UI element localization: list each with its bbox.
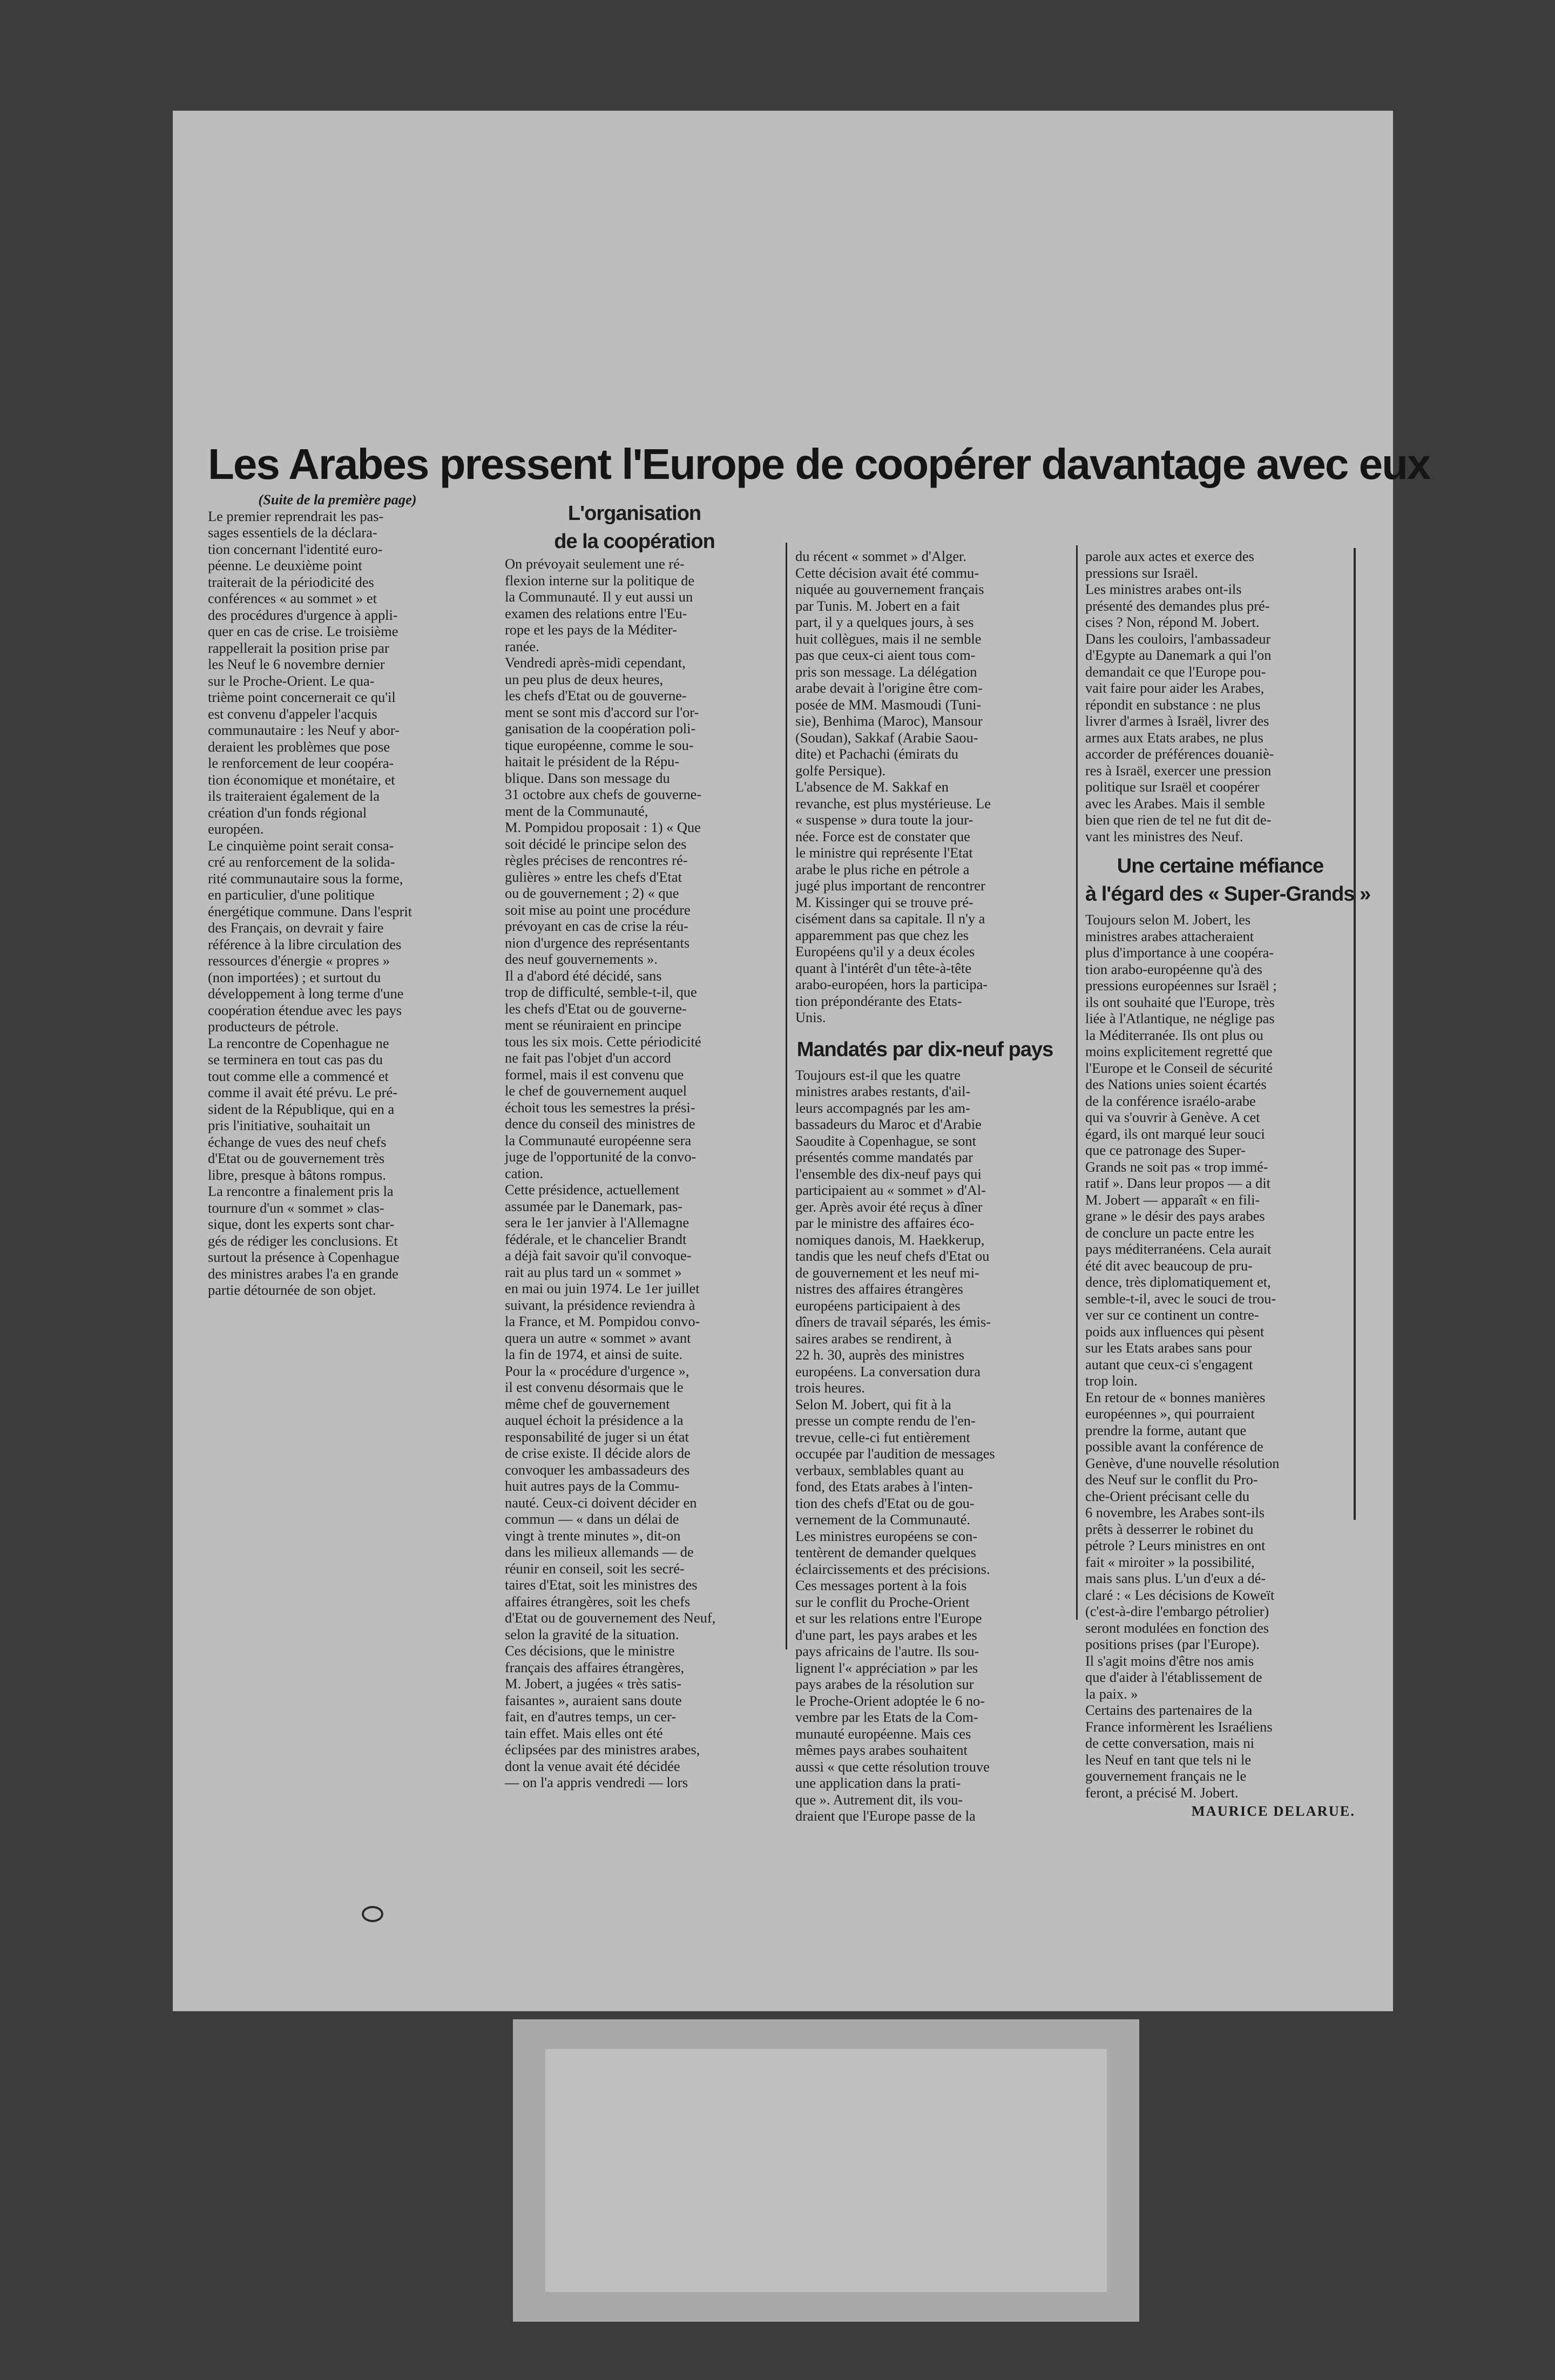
text-line: les chefs d'Etat ou de gouverne- — [505, 1000, 687, 1017]
text-line: trop loin. — [1085, 1372, 1138, 1389]
text-line: 6 novembre, les Arabes sont-ils — [1085, 1504, 1265, 1520]
text-line: (non importées) ; et surtout du — [208, 969, 381, 985]
text-line: le renforcement de leur coopéra- — [208, 755, 394, 771]
text-line: répondit en substance : ne plus — [1085, 696, 1261, 713]
text-line: traiterait de la périodicité des — [208, 573, 374, 590]
text-line: posée de MM. Masmoudi (Tuni- — [795, 696, 982, 713]
text-line: se terminera en tout cas pas du — [208, 1051, 383, 1067]
column-rule — [1076, 545, 1078, 1620]
text-line: bien que rien de tel ne fut dit de- — [1085, 812, 1272, 828]
text-line: sages essentiels de la déclara- — [208, 524, 377, 540]
article-column-4 — [1085, 548, 1371, 1820]
text-line: gés de rédiger les conclusions. Et — [208, 1232, 398, 1249]
text-line: prendre la forme, autant que — [1085, 1422, 1247, 1438]
text-line: d'Etat ou de gouvernement très — [208, 1150, 385, 1166]
column-4-body-bottom — [1085, 911, 1355, 1801]
text-line: nion d'urgence des représentants — [505, 934, 690, 951]
text-line: accorder de préférences douaniè- — [1085, 746, 1274, 762]
column-3-body-top — [795, 548, 1054, 1026]
text-line: examen des relations entre l'Eu- — [505, 605, 687, 621]
text-line: tion concernant l'identité euro- — [208, 540, 383, 557]
text-line: revanche, est plus mystérieuse. Le — [795, 795, 991, 812]
text-line: éclipsées par des ministres arabes, — [505, 1741, 700, 1757]
text-line: armes aux Etats arabes, ne plus — [1085, 729, 1263, 746]
text-line: que ». Autrement dit, ils vou- — [795, 1791, 963, 1808]
text-line: ver sur ce continent un contre- — [1085, 1307, 1259, 1323]
text-line: France informèrent les Israéliens — [1085, 1718, 1273, 1735]
text-line: avec les Arabes. Mais il semble — [1085, 795, 1265, 812]
text-line: producteurs de pétrole. — [208, 1018, 339, 1035]
text-line: de gouvernement et les neuf mi- — [795, 1264, 979, 1281]
text-line: prêts à desserrer le robinet du — [1085, 1520, 1254, 1537]
text-line: fond, des Etats arabes à l'inten- — [795, 1478, 973, 1495]
text-line: est convenu d'appeler l'acquis — [208, 705, 377, 722]
text-line: du récent « sommet » d'Alger. — [795, 548, 966, 564]
text-line: niquée au gouvernement français — [795, 581, 984, 597]
text-line: L'absence de M. Sakkaf en — [795, 779, 949, 795]
article-column-3 — [795, 548, 1054, 1824]
text-line: rappellerait la position prise par — [208, 639, 389, 656]
text-line: moins explicitement regretté que — [1085, 1043, 1273, 1059]
text-line: péenne. Le deuxième point — [208, 557, 362, 573]
text-line: feront, a précisé M. Jobert. — [1085, 1784, 1239, 1801]
text-line: gulières » entre les chefs d'Etat — [505, 868, 682, 885]
text-line: d'Egypte au Danemark a qui l'on — [1085, 647, 1272, 663]
text-line: la fin de 1974, et ainsi de suite. — [505, 1346, 683, 1362]
text-line: tion arabo-européenne qu'à des — [1085, 961, 1262, 977]
text-line: été dit avec beaucoup de pru- — [1085, 1257, 1253, 1274]
text-line: vingt à trente minutes », dit-on — [505, 1527, 681, 1544]
text-line: mêmes pays arabes souhaitent — [795, 1742, 968, 1758]
text-line: plus d'importance à une coopéra- — [1085, 944, 1274, 961]
text-line: quera un autre « sommet » avant — [505, 1329, 691, 1346]
column-1-body — [208, 508, 467, 1299]
text-line: seront modulées en fonction des — [1085, 1619, 1269, 1636]
text-line: qui va s'ouvrir à Genève. A cet — [1085, 1109, 1260, 1125]
text-line: mais sans plus. L'un d'eux a dé- — [1085, 1570, 1266, 1586]
text-line: Toujours est-il que les quatre — [795, 1066, 961, 1083]
text-line: apparemment pas que chez les — [795, 927, 969, 943]
text-line: nauté. Ceux-ci doivent décider en — [505, 1494, 697, 1511]
text-line: Vendredi après-midi cependant, — [505, 654, 686, 671]
text-line: tique européenne, comme le sou- — [505, 736, 694, 753]
newspaper-clipping — [208, 432, 1430, 1824]
text-line: l'ensemble des dix-neuf pays qui — [795, 1165, 982, 1182]
text-line: ils ont souhaité que l'Europe, très — [1085, 993, 1275, 1010]
text-line: taires d'Etat, soit les ministres des — [505, 1577, 698, 1593]
subheading-organisation: L'organisation — [567, 502, 701, 525]
article-column-2 — [505, 499, 764, 1791]
text-line: nomiques danois, M. Haekkerup, — [795, 1231, 985, 1248]
text-line: parole aux actes et exerce des — [1085, 548, 1254, 564]
text-line: sur le Proche-Orient. Le qua- — [208, 672, 375, 689]
text-line: un peu plus de deux heures, — [505, 671, 664, 687]
text-line: grane » le désir des pays arabes — [1085, 1208, 1265, 1224]
text-line: sur le conflit du Proche-Orient — [795, 1593, 970, 1610]
text-line: ils traiteraient également de la — [208, 788, 380, 804]
text-line: golfe Persique). — [795, 762, 886, 779]
text-line: par Tunis. M. Jobert en a fait — [795, 597, 960, 614]
text-line: référence à la libre circulation des — [208, 936, 402, 952]
text-line: La rencontre a finalement pris la — [208, 1183, 394, 1199]
subheading-cooperation: de la coopération — [554, 530, 715, 553]
article-column-1 — [208, 491, 467, 1299]
text-line: Selon M. Jobert, qui fit à la — [795, 1396, 951, 1412]
text-line: trois heures. — [795, 1380, 865, 1396]
text-line: ganisation de la coopération poli- — [505, 720, 696, 736]
text-line: Grands ne soit pas « trop immé- — [1085, 1158, 1268, 1175]
author-signature: MAURICE DELARUE. — [1191, 1803, 1355, 1819]
text-line: Les ministres européens se con- — [795, 1527, 978, 1544]
text-line: tous les six mois. Cette périodicité — [505, 1033, 701, 1050]
text-line: européennes », qui pourraient — [1085, 1405, 1255, 1422]
text-line: pays africains de l'autre. Ils sou- — [795, 1643, 979, 1659]
text-line: arabo-européen, hors la participa- — [795, 976, 988, 992]
text-line: il est convenu désormais que le — [505, 1379, 684, 1395]
text-line: Saoudite à Copenhague, se sont — [795, 1132, 976, 1149]
text-line: suivant, la présidence reviendra à — [505, 1296, 695, 1313]
reference-card — [513, 2019, 1139, 2322]
text-line: responsabilité de juger si un état — [505, 1428, 689, 1445]
text-line: le chef de gouvernement auquel — [505, 1083, 687, 1099]
text-line: de conclure un pacte entre les — [1085, 1224, 1254, 1241]
text-line: pays méditerranéens. Cela aurait — [1085, 1241, 1272, 1257]
text-line: En retour de « bonnes manières — [1085, 1389, 1266, 1405]
article-headline: Les Arabes pressent l'Europe de coopérer davantage avec eux — [208, 440, 1430, 488]
text-line: part, il y a quelques jours, à ses — [795, 614, 974, 630]
text-line: saires arabes se rendirent, à — [795, 1330, 952, 1347]
text-line: res à Israël, exercer une pression — [1085, 762, 1272, 779]
text-line: présenté des demandes plus pré- — [1085, 597, 1270, 614]
text-line: ministres arabes restants, d'ail- — [795, 1083, 971, 1099]
text-line: la paix. » — [1085, 1685, 1138, 1702]
text-line: Européens qu'il y a deux écoles — [795, 943, 975, 959]
text-line: che-Orient précisant celle du — [1085, 1488, 1250, 1504]
text-line: possible avant la conférence de — [1085, 1438, 1263, 1455]
text-line: dont la venue avait été décidée — [505, 1757, 680, 1774]
text-line: pris l'initiative, souhaitait un — [208, 1117, 370, 1133]
text-line: ratif ». Dans leur propos — a dit — [1085, 1175, 1271, 1191]
text-line: née. Force est de constater que — [795, 828, 970, 844]
text-line: prévoyant en cas de crise la réu- — [505, 918, 688, 934]
text-line: occupée par l'audition de messages — [795, 1445, 995, 1462]
text-line: ment de la Communauté, — [505, 802, 648, 819]
text-line: 31 octobre aux chefs de gouverne- — [505, 786, 702, 802]
text-line: fédérale, et le chancelier Brandt — [505, 1230, 687, 1247]
subheading-mefiance: Une certaine méfiance — [1117, 855, 1324, 877]
text-line: que ce patronage des Super- — [1085, 1142, 1246, 1158]
text-line: cré au renforcement de la solida- — [208, 854, 395, 870]
text-line: vembre par les Etats de la Com- — [795, 1709, 978, 1725]
text-line: en mai ou juin 1974. Le 1er juillet — [505, 1280, 700, 1296]
text-line: fait, en d'autres temps, un cer- — [505, 1708, 677, 1725]
text-line: dîners de travail séparés, les émis- — [795, 1314, 991, 1330]
text-line: Pour la « procédure d'urgence », — [505, 1362, 689, 1379]
text-line: 22 h. 30, auprès des ministres — [795, 1347, 964, 1363]
text-line: la Communauté européenne sera — [505, 1132, 692, 1148]
text-line: présentés comme mandatés par — [795, 1149, 973, 1165]
text-line: création d'un fonds régional — [208, 804, 367, 821]
text-line: la France, et M. Pompidou convo- — [505, 1313, 700, 1329]
text-line: égard, ils ont marqué leur souci — [1085, 1125, 1265, 1142]
text-line: échoit tous les semestres la prési- — [505, 1099, 695, 1115]
text-line: partie détournée de son objet. — [208, 1282, 376, 1298]
text-line: munauté européenne. Mais ces — [795, 1725, 971, 1742]
text-line: livrer d'armes à Israël, livrer des — [1085, 713, 1269, 729]
text-line: M. Jobert, a jugées « très satis- — [505, 1675, 681, 1692]
text-line: tain effet. Mais elles ont été — [505, 1725, 663, 1741]
source-line: (Suite de la première page) — [258, 491, 417, 508]
text-line: arabe le plus riche en pétrole a — [795, 861, 970, 877]
column-rule — [786, 543, 787, 1649]
text-line: rité communautaire sous la forme, — [208, 870, 403, 887]
text-line: communautaire : les Neuf y abor- — [208, 722, 400, 738]
text-line: et sur les relations entre l'Europe — [795, 1610, 982, 1626]
text-line: européens. La conversation dura — [795, 1363, 981, 1380]
text-line: sident de la République, qui en a — [208, 1100, 395, 1117]
text-line: cisément dans sa capitale. Il n'y a — [795, 910, 985, 927]
text-line: surtout la présence à Copenhague — [208, 1249, 400, 1265]
text-line: commun — « dans un délai de — [505, 1511, 679, 1527]
text-line: tion économique et monétaire, et — [208, 771, 395, 788]
text-line: « suspense » dura toute la jour- — [795, 812, 973, 828]
text-line: participaient au « sommet » d'Al- — [795, 1182, 986, 1198]
column-3-body-bottom — [795, 1067, 1054, 1824]
text-line: Il a d'abord été décidé, sans — [505, 967, 662, 984]
text-line: assumée par le Danemark, pas- — [505, 1198, 683, 1214]
text-line: trième point concernerait ce qu'il — [208, 689, 396, 705]
text-line: draient que l'Europe passe de la — [795, 1808, 976, 1824]
text-line: d'Etat ou de gouvernement des Neuf, — [505, 1610, 716, 1626]
subheading-super-grands: à l'égard des « Super-Grands » — [1085, 883, 1371, 905]
text-line: vait faire pour aider les Arabes, — [1085, 680, 1265, 696]
text-line: trevue, celle-ci fut entièrement — [795, 1429, 970, 1445]
text-line: pris son message. La délégation — [795, 663, 977, 680]
text-line: une application dans la prati- — [795, 1775, 961, 1791]
text-line: d'une part, les pays arabes et les — [795, 1626, 977, 1643]
text-line: de la conférence israélo-arabe — [1085, 1092, 1256, 1109]
text-line: des Nations unies soient écartés — [1085, 1076, 1267, 1092]
text-line: de cette conversation, mais ni — [1085, 1735, 1254, 1751]
text-line: pétrole ? Leurs ministres en ont — [1085, 1537, 1266, 1553]
text-line: les chefs d'Etat ou de gouverne- — [505, 687, 687, 704]
text-line: liée à l'Atlantique, ne néglige pas — [1085, 1010, 1275, 1026]
text-line: pressions européennes sur Israël ; — [1085, 977, 1277, 993]
text-line: convoquer les ambassadeurs des — [505, 1461, 690, 1478]
text-line: français des affaires étrangères, — [505, 1659, 685, 1675]
text-line: dence, très diplomatiquement et, — [1085, 1274, 1271, 1290]
text-line: lignent l'« appréciation » par les — [795, 1659, 978, 1676]
text-line: pas que ceux-ci aient tous com- — [795, 647, 976, 663]
text-line: tandis que les neuf chefs d'Etat ou — [795, 1248, 990, 1264]
text-line: libre, presque à bâtons rompus. — [208, 1166, 386, 1183]
text-line: demandait ce que l'Europe pou- — [1085, 663, 1266, 680]
text-line: politique sur Israël et coopérer — [1085, 779, 1260, 795]
text-line: ou de gouvernement ; 2) « que — [505, 885, 679, 901]
text-line: que d'aider à l'établissement de — [1085, 1669, 1262, 1685]
text-line: vernement de la Communauté. — [795, 1511, 970, 1527]
text-line: haitait le président de la Répu- — [505, 753, 680, 769]
text-line: la Méditerranée. Ils ont plus ou — [1085, 1026, 1263, 1043]
text-line: gouvernement français ne le — [1085, 1768, 1247, 1784]
text-line: La rencontre de Copenhague ne — [208, 1035, 389, 1051]
text-line: verbaux, semblables quant au — [795, 1462, 964, 1478]
text-line: rait au plus tard un « sommet » — [505, 1263, 682, 1280]
text-line: européen. — [208, 821, 264, 837]
text-line: bassadeurs du Maroc et d'Arabie — [795, 1116, 982, 1132]
text-line: comme il avait été prévu. Le pré- — [208, 1084, 397, 1100]
text-line: (c'est-à-dire l'embargo pétrolier) — [1085, 1603, 1269, 1619]
text-line: Toujours selon M. Jobert, les — [1085, 911, 1251, 928]
text-line: auquel échoit la présidence a la — [505, 1412, 684, 1428]
text-line: dence du conseil des ministres de — [505, 1115, 695, 1132]
text-line: sie), Benhima (Maroc), Mansour — [795, 713, 983, 729]
text-line: ranée. — [505, 638, 539, 654]
text-line: règles précises de rencontres ré- — [505, 852, 688, 868]
text-line: selon la gravité de la situation. — [505, 1626, 679, 1642]
text-line: énergétique commune. Dans l'esprit — [208, 903, 413, 919]
film-spot — [362, 1906, 383, 1922]
text-line: jugé plus important de rencontrer — [795, 877, 985, 894]
text-line: claré : « Les décisions de Koweït — [1085, 1586, 1275, 1603]
text-line: tion prépondérante des Etats- — [795, 992, 962, 1009]
text-line: par le ministre des affaires éco- — [795, 1215, 975, 1231]
text-line: ment se sont mis d'accord sur l'or- — [505, 704, 699, 720]
text-line: ressources d'énergie « propres » — [208, 952, 390, 969]
text-line: presse un compte rendu de l'en- — [795, 1412, 976, 1429]
text-line: des ministres arabes l'a en grande — [208, 1265, 398, 1282]
text-line: nistres des affaires étrangères — [795, 1281, 963, 1297]
text-line: ne fait pas l'objet d'un accord — [505, 1050, 671, 1066]
text-line: affaires étrangères, soit les chefs — [505, 1593, 691, 1610]
text-line: le Proche-Orient adoptée le 6 no- — [795, 1692, 985, 1709]
text-line: Cette décision avait été commu- — [795, 564, 979, 581]
text-line: vant les ministres des Neuf. — [1085, 828, 1243, 844]
text-line: rope et les pays de la Méditer- — [505, 621, 677, 638]
text-line: Certains des partenaires de la — [1085, 1702, 1253, 1718]
text-line: en particulier, d'une politique — [208, 887, 375, 903]
text-line: leurs accompagnés par les am- — [795, 1099, 970, 1116]
text-line: éclaircissements et des précisions. — [795, 1560, 990, 1577]
text-line: positions prises (par l'Europe). — [1085, 1636, 1260, 1652]
text-line: M. Jobert — apparaît « en fili- — [1085, 1191, 1260, 1208]
text-line: tentèrent de demander quelques — [795, 1544, 976, 1560]
text-line: tout comme elle a commencé et — [208, 1067, 389, 1084]
text-line: échange de vues des neuf chefs — [208, 1133, 387, 1150]
text-line: faisantes », auraient sans doute — [505, 1692, 682, 1708]
text-line: tournure d'un « sommet » clas- — [208, 1199, 384, 1216]
text-line: les Neuf en tant que tels ni le — [1085, 1751, 1252, 1768]
reference-card-label-area — [545, 2049, 1107, 2292]
text-line: quer en cas de crise. Le troisième — [208, 623, 398, 639]
text-line: des neuf gouvernements ». — [505, 951, 658, 967]
text-line: Le cinquième point serait consa- — [208, 837, 394, 854]
text-line: semble-t-il, avec le souci de trou- — [1085, 1290, 1276, 1307]
text-line: réunir en conseil, soit les secré- — [505, 1560, 685, 1577]
text-line: deraient les problèmes que pose — [208, 738, 390, 755]
text-line: cation. — [505, 1165, 544, 1181]
text-line: Cette présidence, actuellement — [505, 1181, 680, 1198]
text-line: des Français, on devrait y faire — [208, 919, 384, 936]
text-line: ment se réuniraient en principe — [505, 1017, 681, 1033]
text-line: M. Kissinger qui se trouve pré- — [795, 894, 973, 910]
text-line: — on l'a appris vendredi — lors — [505, 1774, 688, 1790]
text-line: pressions sur Israël. — [1085, 564, 1198, 581]
text-line: Il s'agit moins d'être nos amis — [1085, 1652, 1254, 1669]
subheading-mandates: Mandatés par dix-neuf pays — [796, 1038, 1053, 1061]
text-line: Ces décisions, que le ministre — [505, 1642, 675, 1659]
text-line: soit mise au point une procédure — [505, 901, 691, 918]
text-line: sur les Etats arabes sans pour — [1085, 1340, 1252, 1356]
column-4-body-top — [1085, 548, 1355, 844]
text-line: flexion interne sur la politique de — [505, 572, 695, 589]
text-line: sique, dont les experts sont char- — [208, 1216, 395, 1232]
text-line: coopération étendue avec les pays — [208, 1002, 402, 1018]
text-line: des procédures d'urgence à appli- — [208, 606, 398, 623]
text-line: poids aux influences qui pèsent — [1085, 1323, 1265, 1340]
text-line: huit autres pays de la Commu- — [505, 1478, 680, 1494]
text-line: fait « miroiter » la possibilité, — [1085, 1553, 1255, 1570]
text-line: développement à long terme d'une — [208, 985, 404, 1002]
text-line: arabe devait à l'origine être com- — [795, 680, 983, 696]
text-line: l'Europe et le Conseil de sécurité — [1085, 1059, 1273, 1076]
text-line: même chef de gouvernement — [505, 1395, 670, 1412]
text-line: Genève, d'une nouvelle résolution — [1085, 1455, 1280, 1471]
text-line: sera le 1er janvier à l'Allemagne — [505, 1214, 689, 1230]
text-line: ministres arabes attacheraient — [1085, 928, 1254, 944]
text-line: aussi « que cette résolution trouve — [795, 1758, 990, 1775]
text-line: tion des chefs d'Etat ou de gou- — [795, 1495, 975, 1511]
text-line: pays arabes de la résolution sur — [795, 1676, 974, 1692]
text-line: Dans les couloirs, l'ambassadeur — [1085, 630, 1271, 647]
text-line: cises ? Non, répond M. Jobert. — [1085, 614, 1260, 630]
text-line: autant que ceux-ci s'engagent — [1085, 1356, 1253, 1372]
text-line: On prévoyait seulement une ré- — [505, 556, 685, 572]
text-line: Les ministres arabes ont-ils — [1085, 581, 1242, 597]
text-line: soit décidé le principe selon des — [505, 835, 687, 852]
text-line: conférences « au sommet » et — [208, 590, 377, 606]
text-line: trop de difficulté, semble-t-il, que — [505, 984, 697, 1000]
text-line: dite) et Pachachi (émirats du — [795, 746, 958, 762]
text-line: Le premier reprendrait les pas- — [208, 508, 384, 524]
text-line: les Neuf le 6 novembre dernier — [208, 656, 385, 672]
text-line: huit collègues, mais il ne semble — [795, 630, 982, 647]
text-line: a déjà fait savoir qu'il convoque- — [505, 1247, 692, 1263]
text-line: ger. Après avoir été reçus à dîner — [795, 1198, 983, 1215]
text-line: Unis. — [795, 1009, 826, 1025]
text-line: (Soudan), Sakkaf (Arabie Saou- — [795, 729, 978, 746]
text-line: des Neuf sur le conflit du Pro- — [1085, 1471, 1258, 1488]
text-line: européens participaient à des — [795, 1297, 961, 1314]
text-line: la Communauté. Il y eut aussi un — [505, 589, 693, 605]
text-line: quant à l'intérêt d'un tête-à-tête — [795, 959, 972, 976]
text-line: le ministre qui représente l'Etat — [795, 844, 973, 861]
text-line: juge de l'opportunité de la convo- — [505, 1148, 697, 1165]
text-line: formel, mais il est convenu que — [505, 1066, 684, 1083]
text-line: Ces messages portent à la fois — [795, 1577, 967, 1593]
text-line: M. Pompidou proposait : 1) « Que — [505, 819, 701, 835]
text-line: de crise existe. Il décide alors de — [505, 1445, 691, 1461]
text-line: blique. Dans son message du — [505, 769, 670, 786]
column-2-body — [505, 556, 764, 1791]
text-line: dans les milieux allemands — de — [505, 1544, 694, 1560]
